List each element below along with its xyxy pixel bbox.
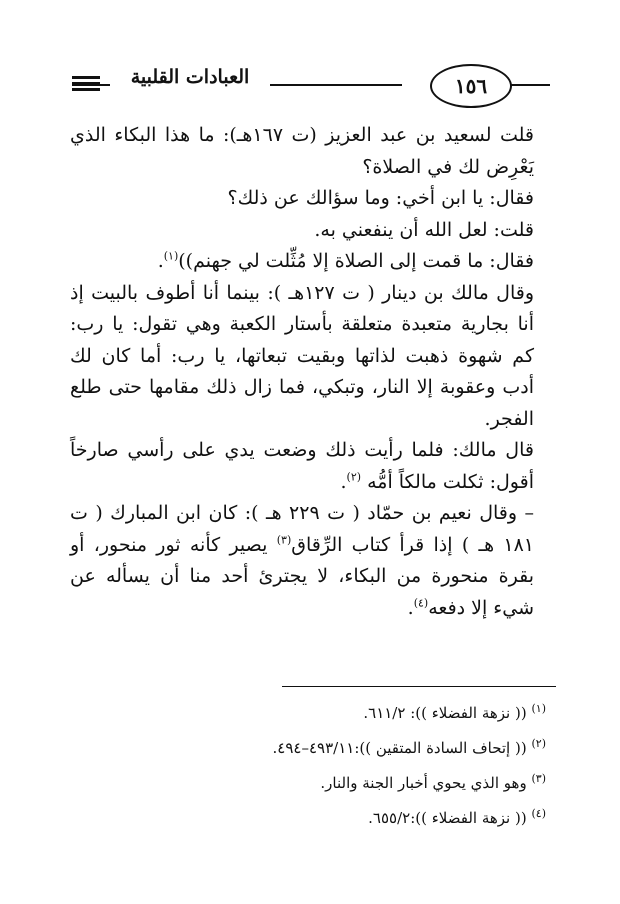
footnote bbox=[70, 770, 556, 796]
footnotes bbox=[70, 700, 556, 840]
footnote-ref: (٣) bbox=[276, 533, 292, 547]
paragraph: فقال: يا ابن أخي: وما سؤالك عن ذلك؟ bbox=[227, 187, 534, 209]
paragraph: قلت لسعيد بن عبد العزيز (ت ١٦٧هـ): ما هذا البكاء الذي يَعْرِض لك في الصلاة؟ bbox=[70, 124, 534, 178]
header-ornament-bar bbox=[72, 88, 100, 91]
header-rule-right bbox=[510, 84, 550, 86]
footnote-number: (٢) bbox=[531, 737, 546, 750]
footnote-text: (( نزهة الفضلاء )): ٦١١/٢. bbox=[363, 704, 527, 722]
paragraph: وقال مالك بن دينار ( ت ١٢٧هـ ): بينما أنا أطوف بالبيت إذ أنا بجارية متعبدة متعلقة بأستار الكعبة وهي تقول: يا رب: كم شهوة ذهبت لذاتها وبقيت تبعاتها، يا رب: أما كان لك أدب وعقوبة إلا النار، وتبكي، فما زال ذلك مقامها حتى طلع الفجر. bbox=[70, 281, 534, 430]
footnote-number: (٣) bbox=[531, 772, 546, 785]
paragraph: قال مالك: فلما رأيت ذلك وضعت يدي على رأسي صارخاً أقول: ثكلت مالكاً أمُّه $^{(٢)}$. bbox=[70, 439, 534, 493]
paragraph-text: فقال: ما قمت إلى الصلاة إلا مُثِّلت لي جهنم)) bbox=[178, 250, 534, 272]
footnote-text: (( نزهة الفضلاء )):٦٥٥/٢. bbox=[368, 809, 527, 827]
footnote-ref: (٤) bbox=[413, 596, 429, 610]
footnote-number: (٤) bbox=[531, 807, 546, 820]
header-ornament-bar bbox=[72, 76, 100, 79]
footnote-number: (١) bbox=[531, 702, 546, 715]
main-text bbox=[70, 120, 556, 624]
running-title: العبادات القلبية bbox=[110, 66, 270, 88]
paragraph: قلت: لعل الله أن ينفعني به. bbox=[314, 218, 534, 241]
paragraph: فقال: ما قمت إلى الصلاة إلا مُثِّلت لي جهنم))$^{(١)}$. bbox=[157, 249, 534, 272]
footnote bbox=[70, 805, 556, 831]
header-ornament-bar bbox=[72, 82, 100, 85]
footnote-text: وهو الذي يحوي أخبار الجنة والنار. bbox=[320, 774, 527, 792]
footnote-separator bbox=[282, 686, 556, 687]
footnote bbox=[70, 735, 556, 761]
paragraph: – وقال نعيم بن حمّاد ( ت ٢٢٩ هـ ): كان ابن المبارك ( ت ١٨١ هـ ) إذا قرأ كتاب الرِّقاق$^{(٣)}$ يصير كأنه ثور منحور، أو بقرة منحورة من البكاء، لا يجترئ أحد منا أن يسأله عن شيء إلا دفعه$^{(٤)}$. bbox=[70, 502, 535, 619]
page-header bbox=[0, 0, 620, 112]
paragraph-text: يصير كأنه ثور منحور، أو بقرة منحورة من البكاء، لا يجترئ أحد منا أن يسأله عن شيء إلا دفعه bbox=[70, 533, 534, 619]
page-number: ١٥٦ bbox=[430, 64, 512, 108]
paragraph-text: قال مالك: فلما رأيت ذلك وضعت يدي على رأسي صارخاً أقول: ثكلت مالكاً أمُّه bbox=[70, 439, 534, 493]
footnote bbox=[70, 700, 556, 726]
footnote-ref: (١) bbox=[163, 249, 179, 263]
footnote-ref: (٢) bbox=[346, 470, 362, 484]
footnote-text: (( إتحاف السادة المتقين )):٤٩٣/١١–٤٩٤. bbox=[272, 739, 527, 757]
paragraph-text: – وقال نعيم بن حمّاد ( ت ٢٢٩ هـ ): كان ابن المبارك ( ت ١٨١ هـ ) إذا قرأ كتاب الرِّقاق bbox=[70, 502, 535, 556]
